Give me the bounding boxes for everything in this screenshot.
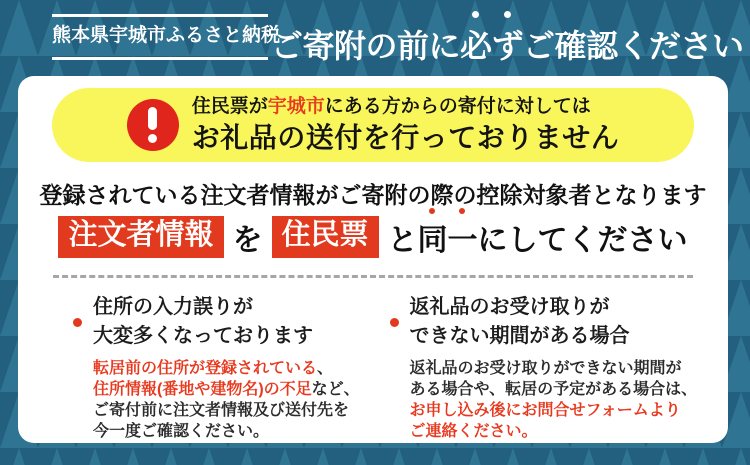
- program-label: [52, 14, 281, 60]
- note-heading-line1: 住所の入力誤りが: [93, 296, 253, 318]
- bullet-icon: [73, 318, 82, 327]
- dashed-divider: [53, 275, 693, 278]
- exclamation-icon: [127, 99, 179, 151]
- note-body: 転居前の住所が登録されている、 住所情報(番地や建物名)の不足など、 ご寄付前に注文者情報及び送付先を 今一度ご確認ください。: [93, 360, 360, 441]
- note-body: 返礼品のお受け取りができない期間が ある場合や、転居の予定がある場合は、 お申し込み後にお問合せフォームより ご連絡ください。: [409, 360, 698, 441]
- note-heading-line1: 返礼品のお受け取りが: [409, 296, 610, 318]
- warning-card: [18, 76, 728, 443]
- note-address-errors: [73, 293, 370, 442]
- bullet-icon: [390, 318, 399, 327]
- page-title-post: ご確認ください: [523, 28, 744, 64]
- orderer-info-box: 注文者情報: [58, 216, 223, 258]
- city-name-highlight: 宇城市: [267, 95, 325, 117]
- resident-card-box: 住民票: [272, 216, 379, 258]
- particle-text: を: [232, 224, 263, 257]
- page-title-pre: ご寄附の前に: [271, 28, 461, 64]
- notice-instruction: [18, 215, 728, 259]
- note-heading: [73, 293, 370, 351]
- notes-columns: [73, 293, 698, 442]
- douitsu-emphasis: 同一: [418, 215, 478, 259]
- banner-line1: 住民票が宇城市にある方からの寄付に対しては: [191, 95, 591, 117]
- warning-banner-text: [192, 96, 620, 154]
- banner-line2: お礼品の送付を行っておりません: [191, 121, 620, 153]
- note-heading: [390, 293, 687, 351]
- note-receipt-period: [390, 293, 698, 442]
- program-label-text: 熊本県宇城市ふるさと納税: [52, 25, 281, 46]
- instruction-tail: と同一にしてください: [388, 215, 688, 259]
- page-title-emphasis: 必ず: [460, 21, 523, 67]
- page-title: [271, 21, 744, 67]
- note-heading-line2: 大変多くなっております: [93, 325, 313, 347]
- notice-lead: 登録されている注文者情報がご寄附の際の控除対象者となります: [39, 182, 707, 208]
- note-heading-line2: できない期間がある場合: [409, 325, 630, 347]
- warning-banner: [52, 88, 694, 162]
